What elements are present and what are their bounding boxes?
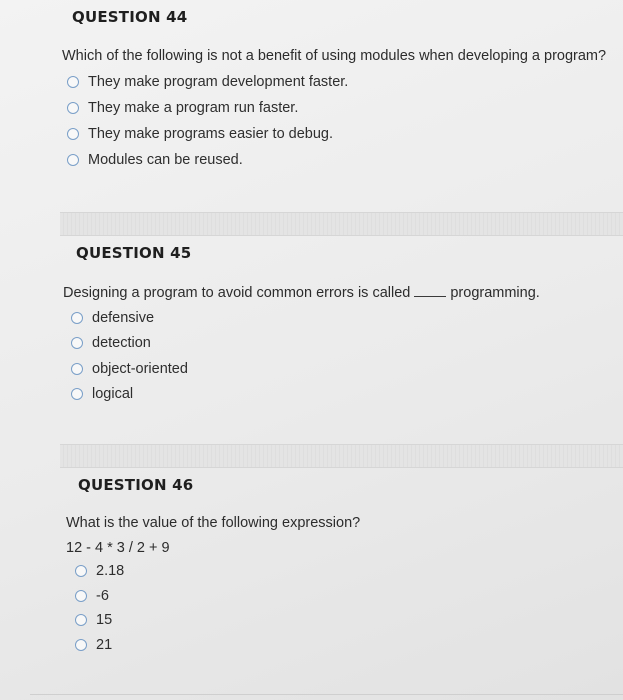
question-44-option-3[interactable] — [67, 126, 333, 142]
question-separator — [60, 444, 623, 468]
question-46-prompt: What is the value of the following expression? — [66, 515, 361, 531]
question-45-option-4[interactable] — [71, 386, 133, 402]
question-44-prompt: Which of the following is not a benefit of using modules when developing a program? — [62, 48, 607, 64]
option-label: detection — [92, 335, 151, 351]
option-label: 15 — [96, 612, 113, 628]
bottom-divider — [30, 694, 623, 695]
question-46-option-1[interactable] — [75, 563, 124, 579]
question-46-option-2[interactable] — [75, 588, 109, 604]
option-label: defensive — [92, 310, 155, 326]
fill-in-blank — [414, 296, 446, 297]
radio-button[interactable] — [67, 102, 79, 114]
question-45-option-3[interactable] — [71, 361, 188, 377]
question-45-option-2[interactable] — [71, 335, 151, 351]
radio-button[interactable] — [67, 154, 79, 166]
question-46-option-3[interactable] — [75, 612, 112, 628]
question-separator — [60, 212, 623, 236]
question-46-option-4[interactable] — [75, 637, 112, 653]
option-label: 21 — [96, 637, 113, 653]
question-46-heading: QUESTION 46 — [78, 476, 194, 494]
radio-button[interactable] — [75, 565, 87, 577]
option-label: -6 — [96, 588, 109, 604]
radio-button[interactable] — [71, 312, 83, 324]
option-label: Modules can be reused. — [88, 152, 243, 168]
question-45-heading: QUESTION 45 — [76, 244, 192, 262]
question-44-option-2[interactable] — [67, 100, 298, 116]
prompt-text-after: programming. — [450, 285, 540, 301]
radio-button[interactable] — [75, 639, 87, 651]
radio-button[interactable] — [67, 128, 79, 140]
option-label: They make a program run faster. — [88, 100, 299, 116]
question-44-option-1[interactable] — [67, 74, 348, 90]
question-44-heading: QUESTION 44 — [72, 8, 188, 26]
question-45-option-1[interactable] — [71, 310, 154, 326]
option-label: They make program development faster. — [88, 74, 349, 90]
option-label: logical — [92, 386, 134, 402]
prompt-text-before: Designing a program to avoid common errors is called — [63, 285, 411, 301]
option-label: 2.18 — [96, 563, 125, 579]
radio-button[interactable] — [75, 614, 87, 626]
option-label: object-oriented — [92, 361, 188, 377]
question-44-option-4[interactable] — [67, 152, 243, 168]
radio-button[interactable] — [75, 590, 87, 602]
question-45-prompt — [63, 285, 540, 301]
radio-button[interactable] — [71, 363, 83, 375]
radio-button[interactable] — [71, 337, 83, 349]
radio-button[interactable] — [67, 76, 79, 88]
question-46-expression: 12 - 4 * 3 / 2 + 9 — [66, 540, 170, 556]
option-label: They make programs easier to debug. — [88, 126, 334, 142]
radio-button[interactable] — [71, 388, 83, 400]
